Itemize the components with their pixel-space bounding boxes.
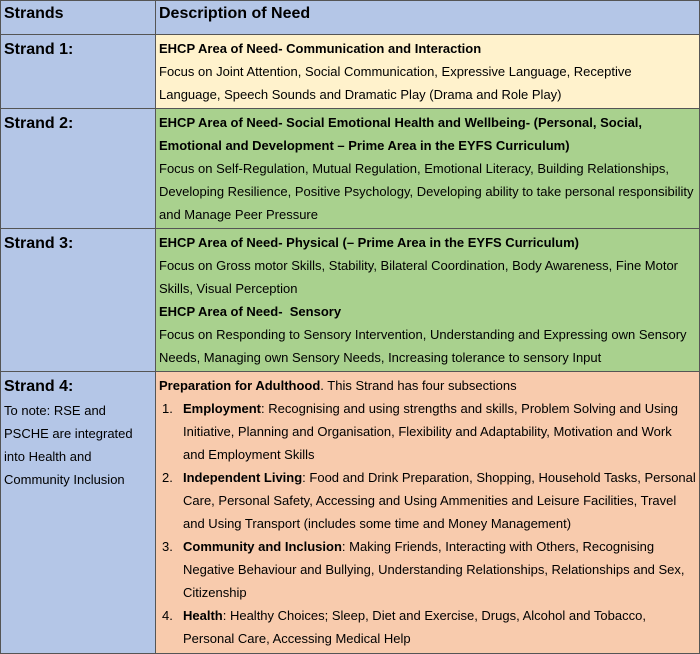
subsection-text: : Making Friends, Interacting with Others, Recognising Negative Behaviour and Bullying, Understanding Relationships, Relationships and Sex, Citizenship	[183, 539, 685, 600]
strand1-focus: Focus on Joint Attention, Social Communication, Expressive Language, Receptive Language, Speech Sounds and Dramatic Play (Drama and Role Play)	[159, 64, 632, 102]
strand1-heading: EHCP Area of Need- Communication and Interaction	[159, 41, 482, 56]
strand1-description-cell	[156, 35, 700, 109]
strand1-title: Strand 1:	[4, 41, 74, 58]
strand4-description-cell	[156, 372, 700, 654]
subsection-number: 4.	[162, 608, 173, 623]
strand3-physical-focus: Focus on Gross motor Skills, Stability, Bilateral Coordination, Body Awareness, Fine Motor Skills, Visual Perception	[159, 258, 679, 296]
strand4-subsection-list	[159, 397, 696, 650]
strand2-focus: Focus on Self-Regulation, Mutual Regulation, Emotional Literacy, Building Relationships, Developing Resilience, Positive Psychology, Developing ability to take personal responsibility and Manage Peer Pressure	[159, 161, 694, 222]
strand3-sensory-heading: EHCP Area of Need- Sensory	[159, 304, 342, 319]
strand3-row	[1, 229, 700, 372]
strand4-row	[1, 372, 700, 654]
header-strands: Strands	[1, 1, 156, 35]
subsection-number: 2.	[162, 470, 173, 485]
subsection-name: Independent Living	[183, 470, 303, 485]
strand4-intro	[159, 374, 696, 397]
strand2-label-cell	[1, 109, 156, 229]
subsection-number: 1.	[162, 401, 173, 416]
strand4-intro-bold: Preparation for Adulthood	[159, 378, 321, 393]
strand1-label-cell	[1, 35, 156, 109]
strand2-row	[1, 109, 700, 229]
subsection-number: 3.	[162, 539, 173, 554]
subsection-name: Health	[183, 608, 223, 623]
strand3-description-cell	[156, 229, 700, 372]
subsection-name: Employment	[183, 401, 262, 416]
strand4-note: To note: RSE and PSCHE are integrated into Health and Community Inclusion	[4, 403, 133, 487]
strand4-label-cell	[1, 372, 156, 654]
subsection-text: : Food and Drink Preparation, Shopping, Household Tasks, Personal Care, Personal Safety, Accessing and Using Ammenities and Leisure Facilities, Travel and Using Transport (includes some time and Money Management)	[183, 470, 696, 531]
header-description: Description of Need	[156, 1, 700, 35]
strand1-row	[1, 35, 700, 109]
strand4-title: Strand 4:	[4, 378, 74, 395]
subsection-item	[159, 397, 696, 466]
strand2-description-cell	[156, 109, 700, 229]
subsection-name: Community and Inclusion	[183, 539, 342, 554]
subsection-item	[159, 535, 696, 604]
strand3-sensory-focus: Focus on Responding to Sensory Intervention, Understanding and Expressing own Sensory Needs, Managing own Sensory Needs, Increasing tolerance to sensory Input	[159, 327, 687, 365]
header-row	[1, 1, 700, 35]
subsection-item	[159, 466, 696, 535]
strand3-physical-heading: EHCP Area of Need- Physical (– Prime Area in the EYFS Curriculum)	[159, 235, 579, 250]
subsection-text: : Healthy Choices; Sleep, Diet and Exercise, Drugs, Alcohol and Tobacco, Personal Care, Accessing Medical Help	[183, 608, 646, 646]
strand3-title: Strand 3:	[4, 235, 74, 252]
strand4-intro-rest: . This Strand has four subsections	[320, 378, 517, 393]
subsection-text: : Recognising and using strengths and skills, Problem Solving and Using Initiative, Planning and Organisation, Flexibility and Adaptability, Motivation and Work and Employment Skills	[183, 401, 678, 462]
strand2-heading: EHCP Area of Need- Social Emotional Health and Wellbeing- (Personal, Social, Emotional and Development – Prime Area in the EYFS Curriculum)	[159, 115, 643, 153]
strand2-title: Strand 2:	[4, 115, 74, 132]
subsection-item	[159, 604, 696, 650]
strand3-label-cell	[1, 229, 156, 372]
